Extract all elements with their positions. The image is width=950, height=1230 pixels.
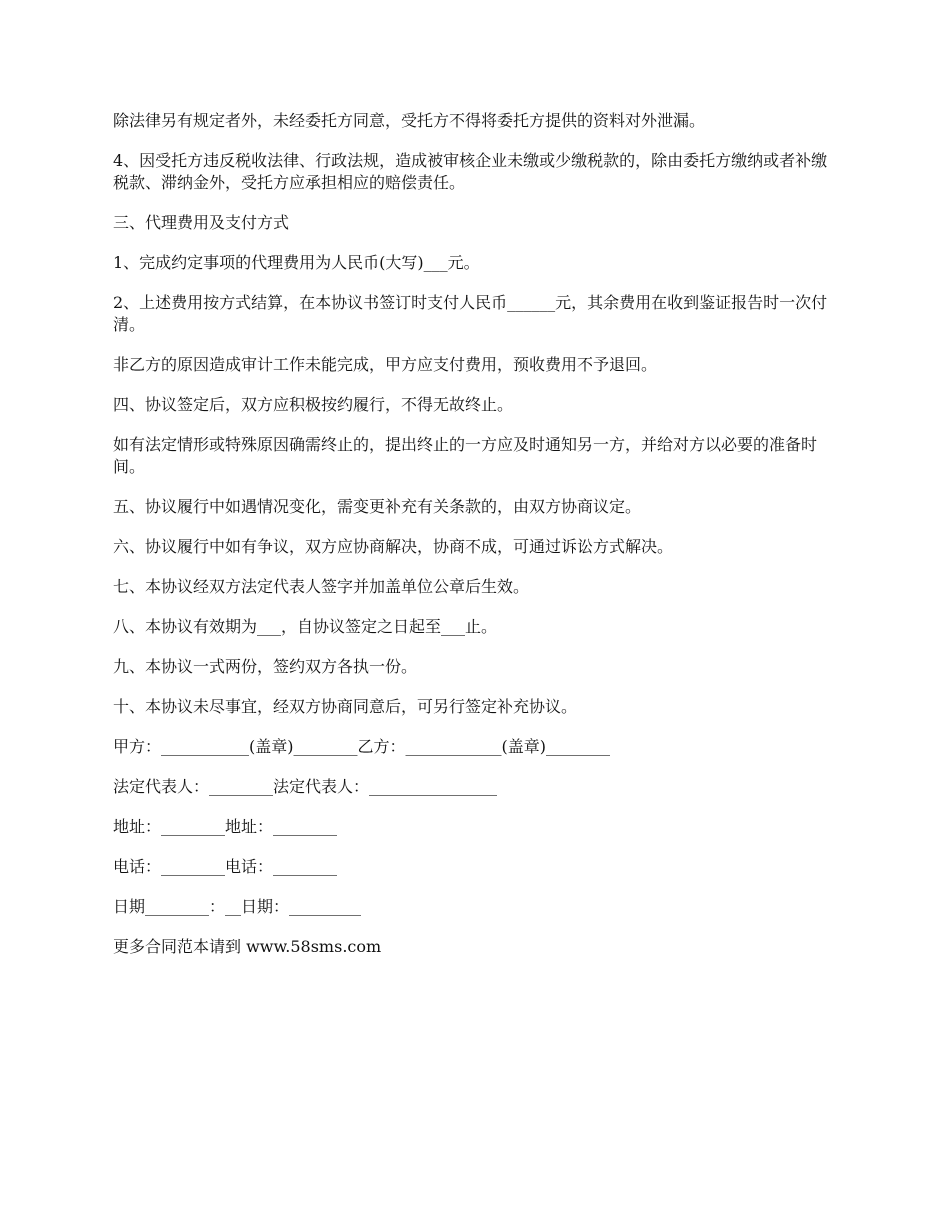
section-heading-fees: 三、代理费用及支付方式 [113,213,290,232]
document-body [113,110,843,976]
paragraph-section-5: 五、协议履行中如遇情况变化，需变更补充有关条款的，由双方协商议定。 [113,497,642,516]
paragraph-section-4: 四、协议签定后，双方应积极按约履行，不得无故终止。 [113,395,514,414]
paragraph-clause-4: 4、因受托方违反税收法律、行政法规，造成被审核企业未缴或少缴税款的，除由委托方缴纳或者补缴税款、滞纳金外，受托方应承担相应的赔偿责任。 [113,151,828,192]
paragraph-section-10: 十、本协议未尽事宜，经双方协商同意后，可另行签定补充协议。 [113,697,578,716]
footer-note: 更多合同范本请到 www.58sms.com [113,937,382,956]
paragraph-section-7: 七、本协议经双方法定代表人签字并加盖单位公章后生效。 [113,577,530,596]
signature-line-date: 日期________：__日期：_________ [113,897,362,916]
paragraph-section-6: 六、协议履行中如有争议，双方应协商解决，协商不成，可通过诉讼方式解决。 [113,537,674,556]
paragraph-no-refund: 非乙方的原因造成审计工作未能完成，甲方应支付费用，预收费用不予退回。 [113,355,658,374]
paragraph-section-9: 九、本协议一式两份，签约双方各执一份。 [113,657,418,676]
paragraph-fee-1: 1、完成约定事项的代理费用为人民币(大写)___元。 [113,253,480,272]
paragraph-confidentiality: 除法律另有规定者外，未经委托方同意，受托方不得将委托方提供的资料对外泄漏。 [113,111,706,130]
paragraph-fee-2: 2、上述费用按方式结算，在本协议书签订时支付人民币______元，其余费用在收到鉴证报告时一次付清。 [113,293,828,334]
paragraph-section-8: 八、本协议有效期为___，自协议签定之日起至___止。 [113,617,498,636]
signature-line-phone: 电话：________电话：________ [113,857,338,876]
paragraph-termination: 如有法定情形或特殊原因确需终止的，提出终止的一方应及时通知另一方，并给对方以必要的准备时间。 [113,435,818,476]
signature-line-parties: 甲方：___________(盖章)________乙方：____________(盖章)________ [113,737,610,756]
signature-line-representatives: 法定代表人：________法定代表人：________________ [113,777,498,796]
signature-line-address: 地址：________地址：________ [113,817,338,836]
